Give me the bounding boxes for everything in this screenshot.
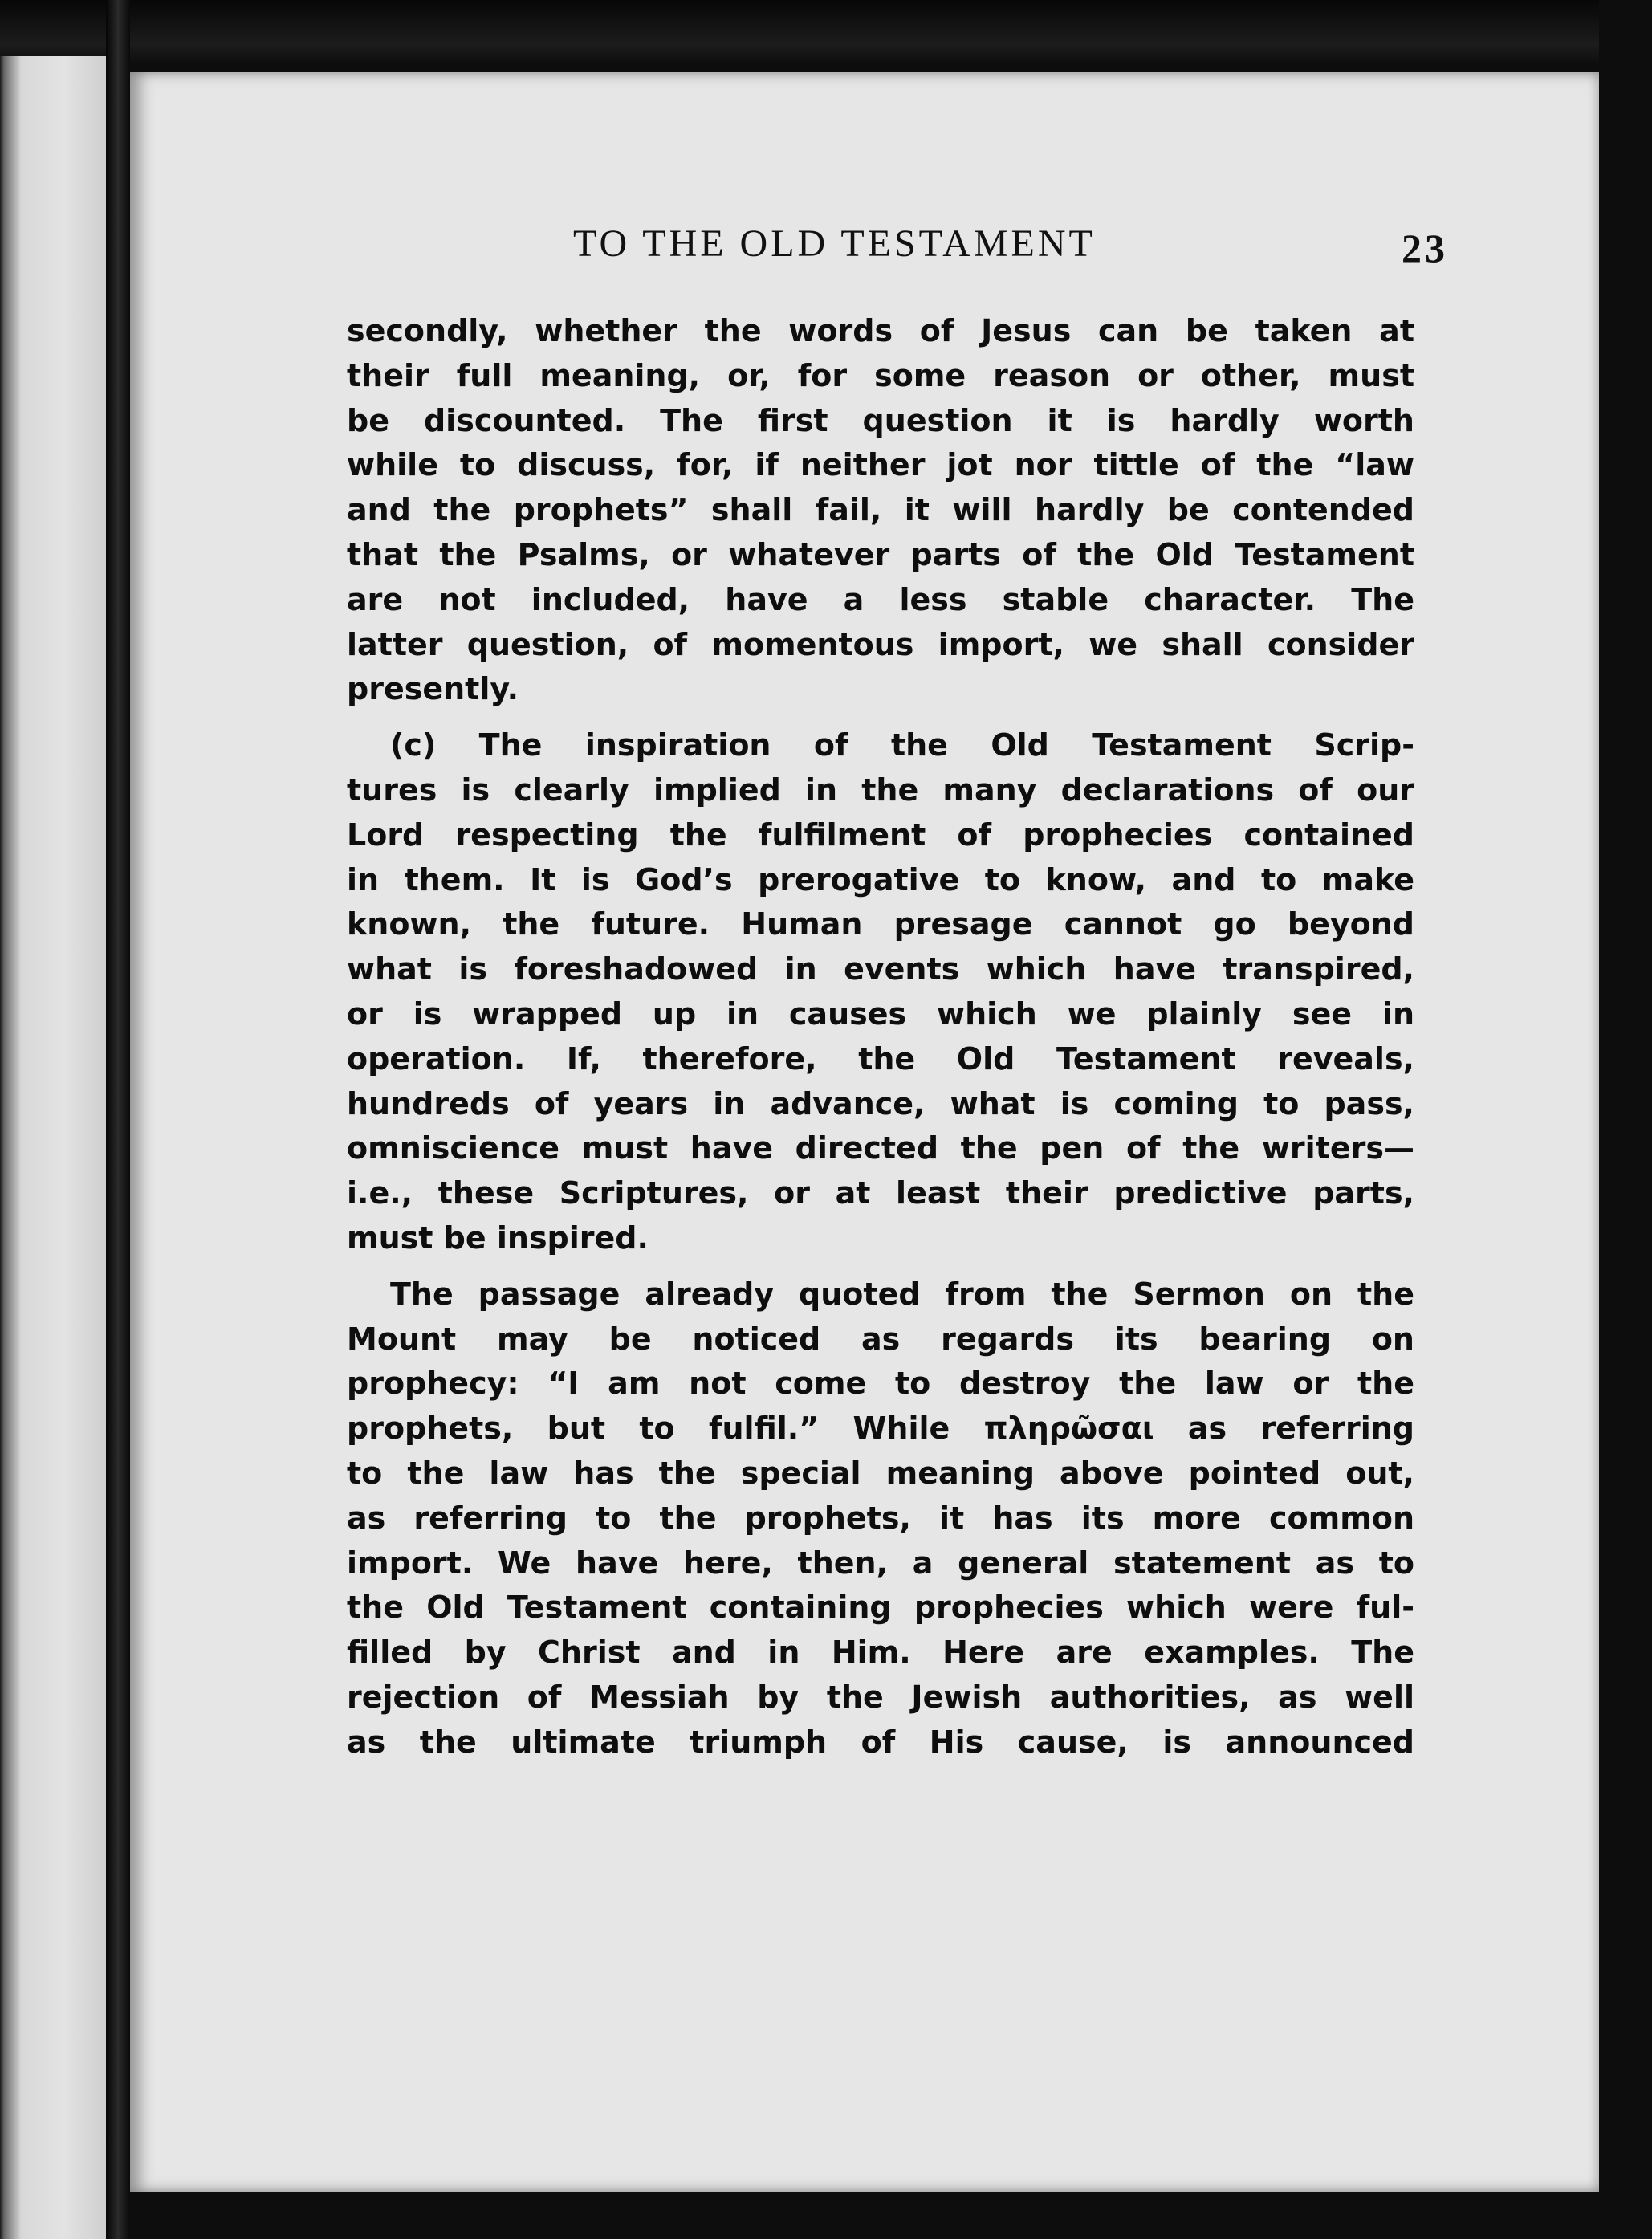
text-line: (c) The inspiration of the Old Testament Scrip-: [390, 727, 1414, 763]
text-line: to the law has the special meaning above pointed out,: [347, 1455, 1414, 1491]
text-line: or is wrapped up in causes which we plainly see in: [347, 995, 1414, 1032]
text-line: prophecy: “I am not come to destroy the law or the: [347, 1366, 1414, 1402]
text-line: are not included, have a less stable character. The: [347, 581, 1414, 617]
scan-right-border: [1599, 0, 1652, 2239]
text-line: known, the future. Human presage cannot go beyond: [347, 906, 1414, 942]
running-head: TO THE OLD TESTAMENT: [573, 222, 1096, 265]
text-line: as referring to the prophets, it has its more common: [347, 1500, 1414, 1536]
text-line: be discounted. The first question it is hardly worth: [347, 402, 1414, 438]
text-line: secondly, whether the words of Jesus can be taken at: [347, 313, 1414, 348]
text-line: while to discuss, for, if neither jot nor tittle of the “law: [347, 447, 1414, 483]
page-body: [347, 309, 1414, 1777]
text-line: tures is clearly implied in the many declarations of our: [347, 771, 1414, 808]
text-line: and the prophets” shall fail, it will hardly be contended: [347, 492, 1414, 528]
text-line: as the ultimate triumph of His cause, is announced: [347, 1724, 1414, 1760]
text-line: Lord respecting the fulfilment of prophecies contained: [347, 816, 1414, 853]
text-line: that the Psalms, or whatever parts of the Old Testament: [347, 536, 1414, 572]
text-line: what is foreshadowed in events which have transpired,: [347, 951, 1414, 987]
text-line: The passage already quoted from the Sermon on the: [390, 1276, 1414, 1312]
paragraph-3: [347, 1272, 1414, 1765]
text-line: import. We have here, then, a general statement as to: [347, 1545, 1414, 1581]
text-line: Mount may be noticed as regards its bearing on: [347, 1321, 1414, 1357]
paragraph-1: [347, 309, 1414, 712]
book-gutter: [106, 0, 130, 2239]
text-line: filled by Christ and in Him. Here are examples. The: [347, 1634, 1414, 1671]
text-line: in them. It is God’s prerogative to know, and to make: [347, 861, 1414, 898]
text-line: rejection of Messiah by the Jewish authorities, as well: [347, 1679, 1414, 1715]
text-line: the Old Testament containing prophecies which were ful-: [347, 1590, 1414, 1626]
text-line: must be inspired.: [347, 1219, 649, 1256]
text-line: their full meaning, or, for some reason or other, must: [347, 357, 1414, 393]
text-line: hundreds of years in advance, what is coming to pass,: [347, 1085, 1414, 1122]
text-line: operation. If, therefore, the Old Testament reveals,: [347, 1040, 1414, 1077]
text-line: presently.: [347, 671, 519, 707]
page-header: [437, 217, 1448, 281]
text-line: omniscience must have directed the pen of the writers—: [347, 1130, 1414, 1166]
scan-top-border: [0, 0, 1652, 64]
text-line: prophets, but to fulfil.” While πληρῶσαι as referring: [347, 1411, 1414, 1447]
paragraph-2: [347, 723, 1414, 1261]
text-line: i.e., these Scriptures, or at least their predictive parts,: [347, 1175, 1414, 1211]
page-number: 23: [1402, 226, 1448, 271]
facing-page-edge: [0, 56, 106, 2239]
text-line: latter question, of momentous import, we shall consider: [347, 626, 1414, 662]
